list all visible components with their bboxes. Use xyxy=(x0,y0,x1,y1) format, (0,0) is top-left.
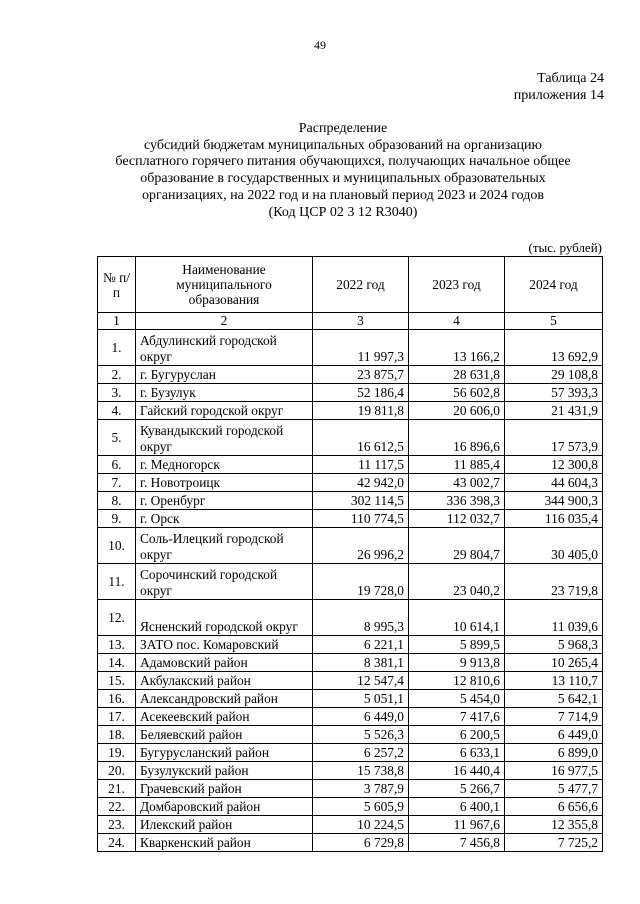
index-cell: 1 xyxy=(98,313,136,330)
table-row xyxy=(98,636,603,654)
table-row xyxy=(98,474,603,492)
value-2024: 12 355,8 xyxy=(505,816,603,834)
value-2023: 43 002,7 xyxy=(409,474,505,492)
municipality-name: Соль-Илецкий городской округ xyxy=(136,528,313,564)
value-2024: 6 899,0 xyxy=(505,744,603,762)
table-row xyxy=(98,456,603,474)
value-2023: 28 631,8 xyxy=(409,366,505,384)
header-2024: 2024 год xyxy=(505,257,603,313)
table-row xyxy=(98,762,603,780)
value-2023: 12 810,6 xyxy=(409,672,505,690)
value-2023: 9 913,8 xyxy=(409,654,505,672)
row-number: 3. xyxy=(98,384,136,402)
municipality-name: Бузулукский район xyxy=(136,762,313,780)
municipality-name: Асекеевский район xyxy=(136,708,313,726)
value-2024: 57 393,3 xyxy=(505,384,603,402)
value-2022: 16 612,5 xyxy=(313,420,409,456)
value-2023: 6 400,1 xyxy=(409,798,505,816)
value-2023: 5 899,5 xyxy=(409,636,505,654)
value-2024: 16 977,5 xyxy=(505,762,603,780)
value-2023: 11 885,4 xyxy=(409,456,505,474)
value-2024: 6 656,6 xyxy=(505,798,603,816)
municipality-name: ЗАТО пос. Комаровский xyxy=(136,636,313,654)
table-row xyxy=(98,384,603,402)
value-2022: 42 942,0 xyxy=(313,474,409,492)
row-number: 21. xyxy=(98,780,136,798)
value-2023: 5 266,7 xyxy=(409,780,505,798)
row-number: 4. xyxy=(98,402,136,420)
value-2023: 13 166,2 xyxy=(409,330,505,366)
value-2023: 7 417,6 xyxy=(409,708,505,726)
row-number: 24. xyxy=(98,834,136,852)
row-number: 6. xyxy=(98,456,136,474)
table-row xyxy=(98,510,603,528)
municipality-name: Сорочинский городской округ xyxy=(136,564,313,600)
value-2023: 56 602,8 xyxy=(409,384,505,402)
value-2022: 19 728,0 xyxy=(313,564,409,600)
value-2024: 7 725,2 xyxy=(505,834,603,852)
municipality-name: г. Оренбург xyxy=(136,492,313,510)
row-number: 13. xyxy=(98,636,136,654)
value-2022: 19 811,8 xyxy=(313,402,409,420)
units-label: (тыс. рублей) xyxy=(528,240,602,255)
value-2024: 344 900,3 xyxy=(505,492,603,510)
value-2024: 23 719,8 xyxy=(505,564,603,600)
municipality-name: г. Бузулук xyxy=(136,384,313,402)
value-2022: 26 996,2 xyxy=(313,528,409,564)
row-number: 23. xyxy=(98,816,136,834)
value-2024: 21 431,9 xyxy=(505,402,603,420)
value-2022: 5 605,9 xyxy=(313,798,409,816)
value-2024: 13 110,7 xyxy=(505,672,603,690)
index-cell: 4 xyxy=(409,313,505,330)
municipality-name: Беляевский район xyxy=(136,726,313,744)
value-2022: 8 381,1 xyxy=(313,654,409,672)
table-row xyxy=(98,402,603,420)
value-2024: 13 692,9 xyxy=(505,330,603,366)
row-number: 5. xyxy=(98,420,136,456)
municipality-name: г. Новотроицк xyxy=(136,474,313,492)
value-2024: 5 477,7 xyxy=(505,780,603,798)
value-2022: 6 449,0 xyxy=(313,708,409,726)
table-row xyxy=(98,816,603,834)
row-number: 19. xyxy=(98,744,136,762)
table-row xyxy=(98,780,603,798)
document-title xyxy=(88,121,598,221)
value-2023: 6 633,1 xyxy=(409,744,505,762)
municipality-name: г. Бугуруслан xyxy=(136,366,313,384)
title-line: (Код ЦСР 02 3 12 R3040) xyxy=(268,204,418,220)
table-row xyxy=(98,726,603,744)
table-row xyxy=(98,366,603,384)
title-line: организациях, на 2022 год и на плановый период 2023 и 2024 годов xyxy=(142,187,544,203)
row-number: 11. xyxy=(98,564,136,600)
row-number: 7. xyxy=(98,474,136,492)
value-2024: 10 265,4 xyxy=(505,654,603,672)
table-row xyxy=(98,420,603,456)
municipality-name: Кувандыкский городской округ xyxy=(136,420,313,456)
row-number: 2. xyxy=(98,366,136,384)
value-2023: 29 804,7 xyxy=(409,528,505,564)
value-2022: 11 997,3 xyxy=(313,330,409,366)
value-2023: 20 606,0 xyxy=(409,402,505,420)
value-2022: 6 221,1 xyxy=(313,636,409,654)
value-2022: 5 526,3 xyxy=(313,726,409,744)
municipality-name: Ясненский городской округ xyxy=(136,600,313,636)
value-2023: 16 896,6 xyxy=(409,420,505,456)
row-number: 8. xyxy=(98,492,136,510)
subsidy-table xyxy=(97,256,603,852)
row-number: 22. xyxy=(98,798,136,816)
value-2024: 5 642,1 xyxy=(505,690,603,708)
value-2022: 6 729,8 xyxy=(313,834,409,852)
header-num: № п/п xyxy=(98,257,136,313)
value-2023: 7 456,8 xyxy=(409,834,505,852)
value-2023: 6 200,5 xyxy=(409,726,505,744)
header-2022: 2022 год xyxy=(313,257,409,313)
value-2022: 10 224,5 xyxy=(313,816,409,834)
title-line: Распределение xyxy=(298,121,388,136)
municipality-name: г. Орск xyxy=(136,510,313,528)
row-number: 12. xyxy=(98,600,136,636)
value-2023: 336 398,3 xyxy=(409,492,505,510)
row-number: 1. xyxy=(98,330,136,366)
value-2022: 302 114,5 xyxy=(313,492,409,510)
row-number: 20. xyxy=(98,762,136,780)
value-2022: 5 051,1 xyxy=(313,690,409,708)
row-number: 10. xyxy=(98,528,136,564)
value-2024: 17 573,9 xyxy=(505,420,603,456)
title-line: образование в государственных и муниципальных образовательных xyxy=(140,171,546,187)
municipality-name: Абдулинский городской округ xyxy=(136,330,313,366)
row-number: 15. xyxy=(98,672,136,690)
row-number: 16. xyxy=(98,690,136,708)
row-number: 17. xyxy=(98,708,136,726)
table-row xyxy=(98,744,603,762)
value-2022: 3 787,9 xyxy=(313,780,409,798)
table-row xyxy=(98,600,603,636)
value-2023: 112 032,7 xyxy=(409,510,505,528)
value-2022: 12 547,4 xyxy=(313,672,409,690)
table-row xyxy=(98,834,603,852)
title-line: бесплатного горячего питания обучающихся, получающих начальное общее xyxy=(115,154,571,170)
index-cell: 5 xyxy=(505,313,603,330)
value-2023: 10 614,1 xyxy=(409,600,505,636)
value-2023: 16 440,4 xyxy=(409,762,505,780)
municipality-name: Акбулакский район xyxy=(136,672,313,690)
value-2024: 7 714,9 xyxy=(505,708,603,726)
municipality-name: Грачевский район xyxy=(136,780,313,798)
municipality-name: Домбаровский район xyxy=(136,798,313,816)
table-row xyxy=(98,708,603,726)
municipality-name: Илекский район xyxy=(136,816,313,834)
page-number: 49 xyxy=(314,38,326,52)
municipality-name: Адамовский район xyxy=(136,654,313,672)
table-row xyxy=(98,672,603,690)
table-row xyxy=(98,330,603,366)
table-row xyxy=(98,492,603,510)
municipality-name: Кваркенский район xyxy=(136,834,313,852)
value-2024: 30 405,0 xyxy=(505,528,603,564)
table-row xyxy=(98,564,603,600)
value-2022: 15 738,8 xyxy=(313,762,409,780)
table-row xyxy=(98,690,603,708)
municipality-name: Гайский городской округ xyxy=(136,402,313,420)
value-2023: 23 040,2 xyxy=(409,564,505,600)
header-2023: 2023 год xyxy=(409,257,505,313)
value-2022: 8 995,3 xyxy=(313,600,409,636)
row-number: 9. xyxy=(98,510,136,528)
table-caption xyxy=(514,70,604,104)
value-2022: 11 117,5 xyxy=(313,456,409,474)
caption-line: Таблица 24 xyxy=(537,71,604,86)
header-name: Наименование муниципального образования xyxy=(136,257,313,313)
index-cell: 3 xyxy=(313,313,409,330)
table-row xyxy=(98,654,603,672)
row-number: 14. xyxy=(98,654,136,672)
value-2024: 6 449,0 xyxy=(505,726,603,744)
value-2024: 5 968,3 xyxy=(505,636,603,654)
value-2022: 6 257,2 xyxy=(313,744,409,762)
value-2023: 11 967,6 xyxy=(409,816,505,834)
value-2024: 44 604,3 xyxy=(505,474,603,492)
value-2024: 11 039,6 xyxy=(505,600,603,636)
value-2024: 116 035,4 xyxy=(505,510,603,528)
value-2024: 29 108,8 xyxy=(505,366,603,384)
row-number: 18. xyxy=(98,726,136,744)
value-2022: 110 774,5 xyxy=(313,510,409,528)
title-line: субсидий бюджетам муниципальных образований на организацию xyxy=(143,137,542,153)
caption-line: приложения 14 xyxy=(513,88,604,103)
value-2023: 5 454,0 xyxy=(409,690,505,708)
municipality-name: Александровский район xyxy=(136,690,313,708)
municipality-name: г. Медногорск xyxy=(136,456,313,474)
value-2022: 23 875,7 xyxy=(313,366,409,384)
table-row xyxy=(98,528,603,564)
municipality-name: Бугурусланский район xyxy=(136,744,313,762)
value-2024: 12 300,8 xyxy=(505,456,603,474)
value-2022: 52 186,4 xyxy=(313,384,409,402)
table-row xyxy=(98,798,603,816)
index-cell: 2 xyxy=(136,313,313,330)
